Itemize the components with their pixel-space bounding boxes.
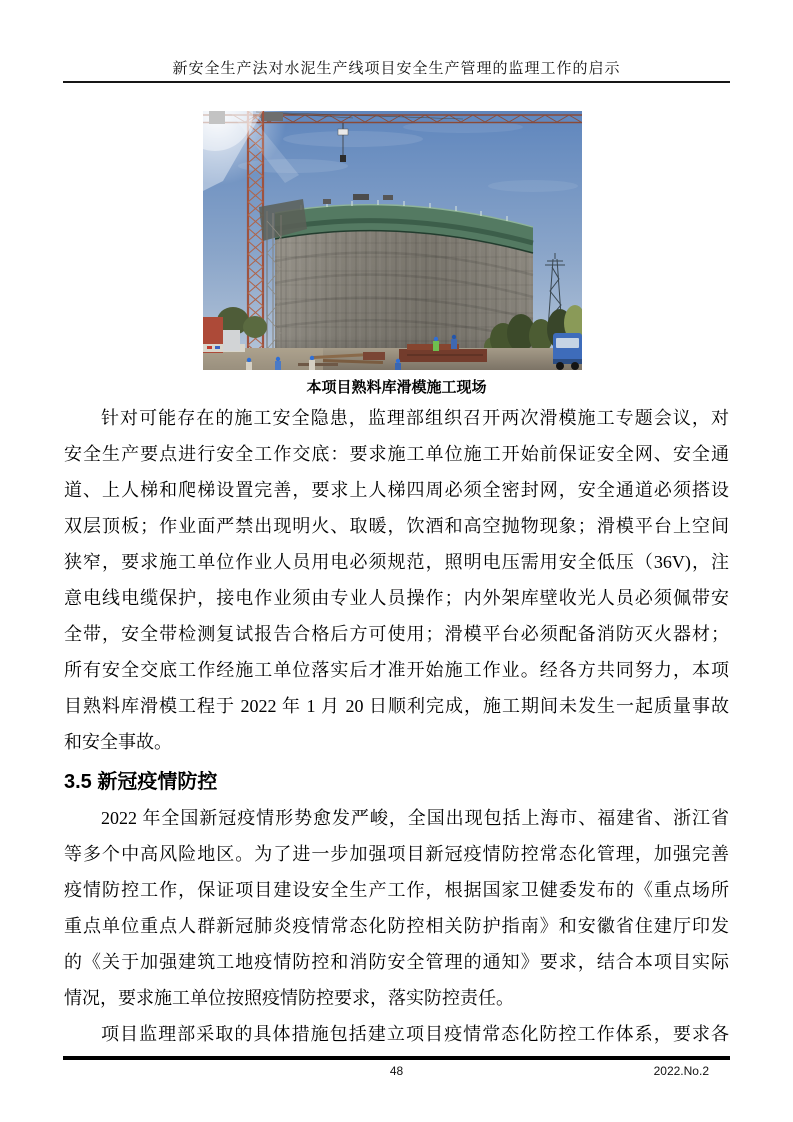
paragraph-line: 和安全事故。 bbox=[64, 732, 172, 752]
header-rule bbox=[63, 81, 730, 83]
paragraph-line: 全带，安全带检测复试报告合格后方可使用；滑模平台必须配备消防灭火器材； bbox=[64, 624, 729, 644]
paragraph-line: 疫情防控工作，保证项目建设安全生产工作，根据国家卫健委发布的《重点场所 bbox=[64, 880, 729, 900]
figure-caption: 本项目熟料库滑模施工现场 bbox=[306, 379, 487, 396]
body-text bbox=[64, 400, 729, 1052]
paragraph-line: 2022 年全国新冠疫情形势愈发严峻，全国出现包括上海市、福建省、浙江省 bbox=[101, 808, 729, 828]
paragraph-line: 安全生产要点进行安全工作交底：要求施工单位施工开始前保证安全网、安全通 bbox=[64, 444, 729, 464]
issue-label: 2022.No.2 bbox=[653, 1064, 709, 1078]
paragraph-line: 的《关于加强建筑工地疫情防控和消防安全管理的通知》要求，结合本项目实际 bbox=[64, 952, 729, 972]
rim-equipment bbox=[383, 195, 393, 200]
paragraph-line: 针对可能存在的施工安全隐患，监理部组织召开两次滑模施工专题会议，对 bbox=[101, 408, 729, 428]
paragraph-line: 意电线电缆保护，接电作业须由专业人员操作；内外架库壁收光人员必须佩带安 bbox=[64, 588, 729, 608]
photo-scene bbox=[203, 111, 582, 370]
paragraph-line: 情况，要求施工单位按照疫情防控要求，落实防控责任。 bbox=[64, 988, 514, 1008]
rim-equipment bbox=[353, 194, 369, 200]
section-heading: 3.5 新冠疫情防控 bbox=[64, 771, 218, 793]
paragraph-line: 项目监理部采取的具体措施包括建立项目疫情常态化防控工作体系，要求各 bbox=[101, 1024, 729, 1044]
paragraph-line: 目熟料库滑模工程于 2022 年 1 月 20 日顺利完成，施工期间未发生一起质量事故 bbox=[64, 696, 729, 716]
paragraph-line: 狭窄，要求施工单位作业人员用电必须规范，照明电压需用安全低压（36V)，注 bbox=[64, 552, 729, 572]
paragraph-line: 所有安全交底工作经施工单位落实后才准开始施工作业。经各方共同努力，本项 bbox=[64, 660, 729, 680]
paragraph-line: 等多个中高风险地区。为了进一步加强项目新冠疫情防控常态化管理，加强完善 bbox=[64, 844, 729, 864]
crane-cab bbox=[261, 112, 283, 121]
paragraph-line: 道、上人梯和爬梯设置完善，要求上人梯四周必须全密封网，安全通道必须搭设 bbox=[64, 480, 729, 500]
paragraph-line: 双层顶板；作业面严禁出现明火、取暖，饮酒和高空抛物现象；滑模平台上空间 bbox=[64, 516, 729, 536]
running-head: 新安全生产法对水泥生产线项目安全生产管理的监理工作的启示 bbox=[172, 61, 621, 77]
footer-rule bbox=[63, 1056, 730, 1060]
page-number: 48 bbox=[389, 1064, 404, 1078]
paragraph-line: 重点单位重点人群新冠肺炎疫情常态化防控相关防护指南》和安徽省住建厅印发 bbox=[64, 916, 729, 936]
rim-equipment bbox=[323, 199, 331, 204]
construction-photo bbox=[203, 111, 582, 370]
